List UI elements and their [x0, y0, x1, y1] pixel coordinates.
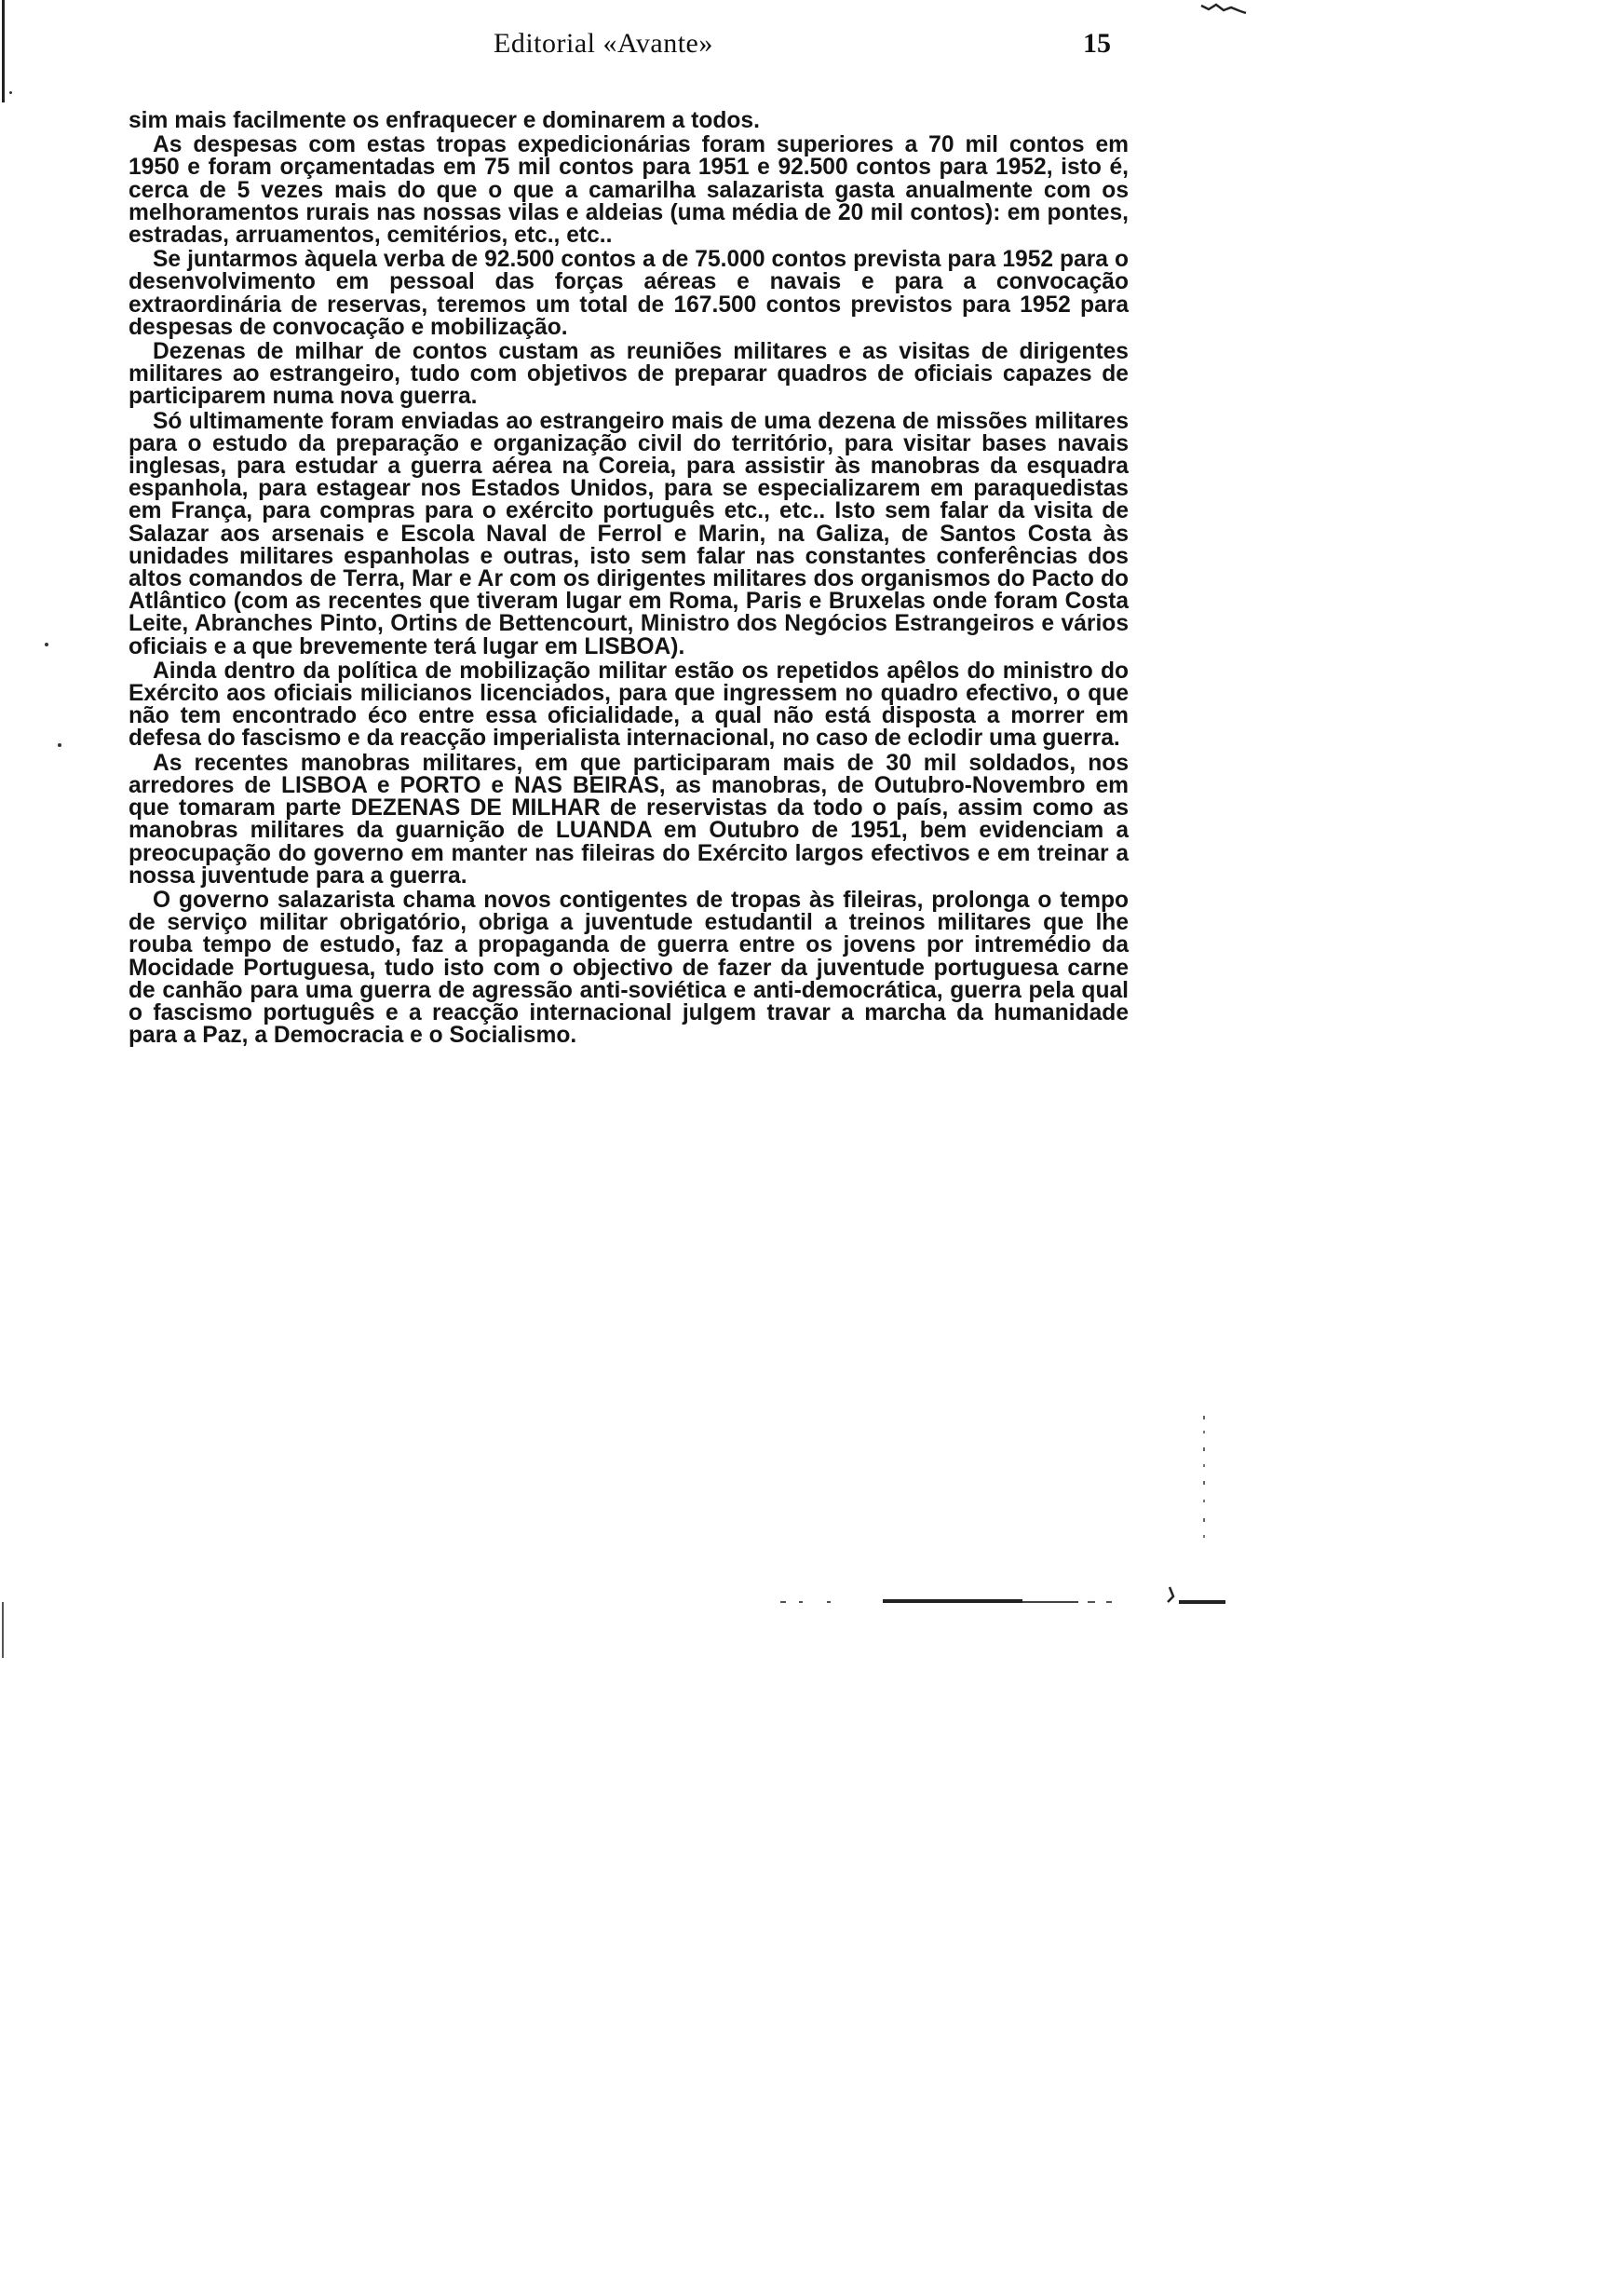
scan-speck — [45, 643, 48, 646]
paragraph: As recentes manobras militares, em que participaram mais de 30 mil soldados, nos arredores de LISBOA e PORTO e NAS BEIRAS, as manobras, de Outubro-Novembro em que tomaram parte DEZENAS DE MILHAR de reservistas da todo o país, assim como as manobras militares da guarnição de LUANDA em Outubro de 1951, bem evidenciam a preocupação do governo em manter nas fileiras do Exército largos efectivos e em treinar a nossa juventude para a guerra. — [129, 750, 1129, 889]
scan-edge-mark — [2, 0, 5, 102]
scan-speck-column — [1201, 1416, 1207, 1546]
scan-speck — [9, 91, 12, 94]
article-body — [129, 110, 1129, 1049]
scan-speck — [58, 743, 61, 747]
paragraph: As despesas com estas tropas expedicionárias foram superiores a 70 mil contos em 1950 e foram orçamentadas em 75 mil contos para 1951 e 92.500 contos para 1952, isto é, cerca de 5 vezes mais do que o que a camarilha salazarista gasta anualmente com os melhoramentos rurais nas nossas vilas e aldeias (uma média de 20 mil contos): em pontes, estradas, arruamentos, cemitérios, etc., etc.. — [129, 132, 1129, 249]
paragraph: O governo salazarista chama novos contigentes de tropas às fileiras, prolonga o tempo de serviço militar obrigatório, obriga a juventude estudantil a treinos militares que lhe rouba tempo de estudo, faz a propaganda de guerra entre os jovens por intremédio da Mocidade Portuguesa, tudo isto com o objectivo de fazer da juventude portuguesa carne de canhão para uma guerra de agressão anti-soviética e anti-democrática, guerra pela qual o fascismo português e a reacção internacional julgem travar a marcha da humanidade para a Paz, a Democracia e o Socialismo. — [129, 887, 1129, 1049]
paragraph: sim mais facilmente os enfraquecer e dominarem a todos. — [129, 108, 760, 133]
paragraph: Se juntarmos àquela verba de 92.500 contos a de 75.000 contos prevista para 1952 para o desenvolvimento em pessoal das forças aéreas e navais e para a convocação extraordinária de reservas, teremos um total de 167.500 contos previstos para 1952 para despesas de convocação e mobilização. — [129, 247, 1129, 340]
scan-mark — [1162, 1583, 1227, 1608]
scan-streak — [780, 1596, 1171, 1607]
page-number: 15 — [1083, 28, 1111, 59]
paragraph: Dezenas de milhar de contos custam as reuniões militares e as visitas de dirigentes militares ao estrangeiro, tudo com objetivos de preparar quadros de oficiais capazes de participarem numa nova guerra. — [129, 339, 1129, 410]
paragraph: Ainda dentro da política de mobilização militar estão os repetidos apêlos do ministro do Exército aos oficiais milicianos licenciados, para que ingressem no quadro efectivo, o que não tem encontrado éco entre essa oficialidade, a qual não está disposta a morrer em defesa do fascismo e da reacção imperialista internacional, no caso de eclodir uma guerra. — [129, 658, 1129, 752]
scan-corner-smudge — [1199, 2, 1248, 15]
paragraph: Só ultimamente foram enviadas ao estrangeiro mais de uma dezena de missões militares para o estudo da preparação e organização civil do território, para visitar bases navais inglesas, para estudar a guerra aérea na Coreia, para assistir às manobras da esquadra espanhola, para estagear nos Estados Unidos, para se especializarem em paraquedistas em França, para compras para o exército português etc., etc.. Isto sem falar da visita de Salazar aos arsenais e Escola Naval de Ferrol e Marin, na Galiza, de Santos Costa às unidades militares espanholas e outras, isto sem falar nas constantes conferências dos altos comandos de Terra, Mar e Ar com os dirigentes militares dos organismos do Pacto do Atlântico (com as recentes que tiveram lugar em Roma, Paris e Bruxelas onde foram Costa Leite, Abranches Pinto, Ortins de Bettencourt, Ministro dos Negócios Estrangeiros e vários oficiais e a que brevemente terá lugar em LISBOA). — [129, 408, 1129, 659]
running-header: Editorial «Avante» — [494, 28, 713, 59]
scan-edge-mark — [2, 1602, 4, 1658]
